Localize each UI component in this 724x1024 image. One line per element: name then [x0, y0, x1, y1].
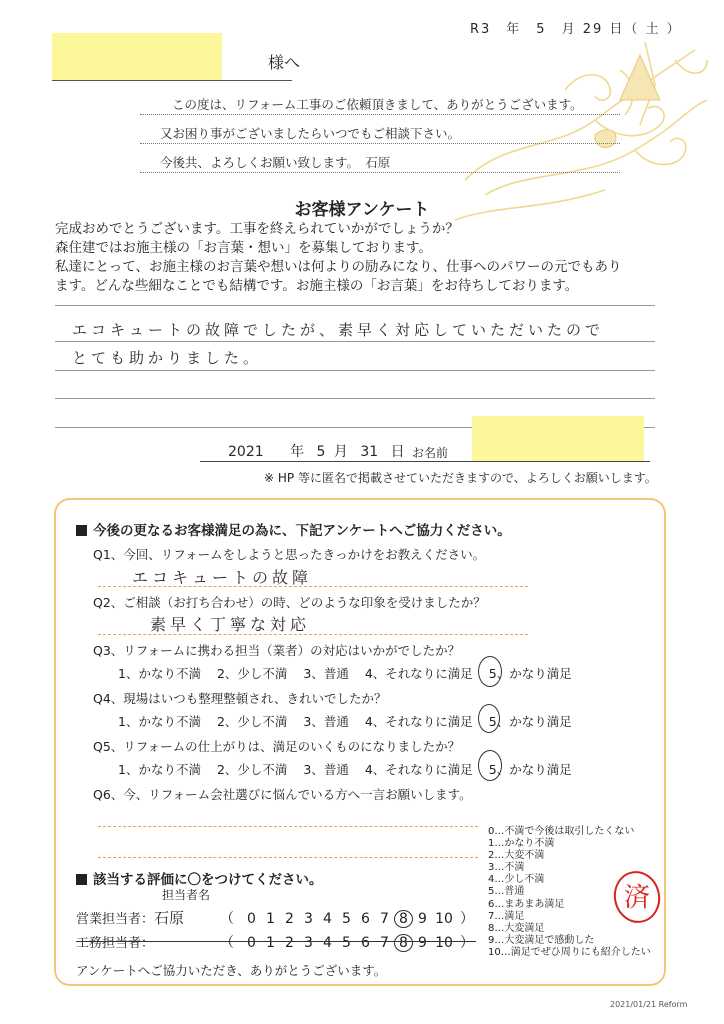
q5-option-3[interactable]: 3、普通 [303, 762, 349, 777]
q4-option-2[interactable]: 2、少し不満 [216, 714, 288, 729]
sales-name: 石原 [154, 909, 185, 927]
q2-text: Q2、ご相談（お打ち合わせ）の時、どのような印象を受けましたか？ [93, 595, 486, 610]
completed-stamp [610, 866, 664, 926]
legend-item: 10…満足でぜひ周りにも紹介したい [488, 946, 651, 958]
q5-option-5[interactable]: 5、かなり満足 [488, 762, 572, 777]
signature-name-redacted [472, 416, 644, 462]
message-line-2: 又お困り事がございましたらいつでもご相談下さい。 [160, 126, 461, 141]
comment-rule [55, 341, 655, 342]
q4-option-5[interactable]: 5、かなり満足 [488, 714, 572, 729]
q2-answer-line [98, 634, 528, 635]
square-bullet-icon [76, 525, 87, 536]
works-score-5[interactable]: 5 [342, 935, 351, 951]
hp-note: ※ HP 等に匿名で掲載させていただきますので、よろしくお願いします。 [264, 471, 657, 485]
sales-score-7[interactable]: 7 [380, 911, 389, 927]
legend-item: 8…大変満足 [488, 922, 545, 934]
signature-name-label: お名前 [412, 446, 449, 460]
square-bullet-icon [76, 874, 87, 885]
q5-selected-circle [478, 750, 502, 781]
q3-option-1[interactable]: 1、かなり不満 [118, 666, 201, 681]
sales-score-10[interactable]: 10 [435, 911, 453, 927]
legend-item: 1…かなり不満 [488, 838, 555, 850]
signature-underline [200, 461, 650, 462]
q4-option-4[interactable]: 4、それなりに満足 [364, 714, 473, 729]
customer-name-redacted [52, 33, 222, 81]
q3-text: Q3、リフォームに携わる担当（業者）の対応はいかがでしたか？ [93, 643, 461, 658]
legend-item: 6…まあまあ満足 [488, 898, 565, 910]
footer-thanks: アンケートへご協力いただき、ありがとうございます。 [76, 963, 387, 978]
comment-line-2: とても助かりました。 [72, 349, 263, 367]
q5-text: Q5、リフォームの仕上がりは、満足のいくものになりましたか？ [93, 739, 461, 754]
sales-scale [242, 911, 456, 927]
q6-text: Q6、今、リフォーム会社選びに悩んでいる方へ一言お願いします。 [93, 787, 472, 802]
questionnaire-heading-text: 今後の更なるお客様満足の為に、下記アンケートへご協力ください。 [93, 523, 511, 539]
evaluation-heading-text: 該当する評価に〇をつけてください。 [93, 872, 323, 888]
q5-option-1[interactable]: 1、かなり不満 [118, 762, 201, 777]
legend-item: 4…少し不満 [488, 874, 545, 886]
works-score-7[interactable]: 7 [380, 935, 389, 951]
works-score-10[interactable]: 10 [435, 935, 453, 951]
staff-name-label: 担当者名 [162, 888, 211, 902]
sales-score-5[interactable]: 5 [342, 911, 351, 927]
order-date: R3 年 5 月 29 日（ 土 ） [470, 22, 682, 37]
month-unit: 月 [333, 444, 348, 460]
document-id: 2021/01/21 Reform [610, 1000, 688, 1009]
q3-options [118, 664, 572, 682]
q3-option-2[interactable]: 2、少し不満 [216, 666, 288, 681]
q4-options [118, 712, 572, 730]
signature-day: 31 [360, 444, 379, 460]
comment-rule [55, 398, 655, 399]
works-score-2[interactable]: 2 [285, 935, 294, 951]
message-line-3: 今後共、よろしくお願い致します。 石原 [160, 155, 391, 170]
survey-title: お客様アンケート [294, 200, 430, 220]
survey-intro [55, 220, 675, 296]
q2-answer: 素早く丁寧な対応 [150, 615, 311, 634]
legend-item: 7…満足 [488, 910, 525, 922]
sales-eval-row: 営業担当者：石原 （ 0 1 2 3 4 5 6 7 8 9 10 ） [76, 909, 475, 927]
intro-line: 私達にとって、お施主様のお言葉や想いは何よりの励みになり、仕事へのパワーの元でもあり [55, 259, 622, 275]
message-underline-2 [140, 143, 620, 144]
sales-score-9[interactable]: 9 [418, 911, 427, 927]
legend-item: 5…普通 [488, 886, 525, 898]
signature-month: 5 [316, 444, 326, 460]
sales-score-3[interactable]: 3 [304, 911, 313, 927]
q1-text: Q1、今回、リフォームをしようと思ったきっかけをお教えください。 [93, 547, 486, 562]
stamp-text: 済 [623, 883, 651, 913]
works-strikethrough [76, 941, 476, 942]
addressee-suffix: 様へ [268, 53, 301, 72]
sales-score-2[interactable]: 2 [285, 911, 294, 927]
sales-score-6[interactable]: 6 [361, 911, 370, 927]
signature-year: 2021 [228, 444, 264, 460]
intro-line: 森住建ではお施主様の「お言葉・想い」を募集しております。 [55, 240, 432, 256]
evaluation-heading [76, 868, 323, 888]
sales-score-4[interactable]: 4 [323, 911, 332, 927]
q4-text: Q4、現場はいつも整理整頓され、きれいでしたか？ [93, 691, 387, 706]
q4-option-3[interactable]: 3、普通 [303, 714, 349, 729]
sales-score-1[interactable]: 1 [266, 911, 275, 927]
legend-item: 3…不満 [488, 862, 525, 874]
q1-answer: エコキュートの故障 [132, 568, 313, 587]
message-underline-1 [140, 114, 620, 115]
year-unit: 年 [290, 444, 305, 460]
message-line-1: この度は、リフォーム工事のご依頼頂きまして、ありがとうございます。 [172, 97, 583, 112]
q5-options [118, 760, 572, 778]
works-score-1[interactable]: 1 [266, 935, 275, 951]
name-underline [52, 80, 292, 81]
q6-answer-line [98, 826, 478, 827]
q6-answer-line [98, 857, 478, 858]
q3-selected-circle [478, 656, 502, 687]
q1-answer-line [98, 586, 528, 587]
works-score-9[interactable]: 9 [418, 935, 427, 951]
works-score-3[interactable]: 3 [304, 935, 313, 951]
works-label: 工務担当者： [76, 936, 155, 951]
works-score-6[interactable]: 6 [361, 935, 370, 951]
q4-selected-circle [478, 704, 500, 733]
q5-option-4[interactable]: 4、それなりに満足 [364, 762, 473, 777]
works-score-8[interactable]: 8 [394, 934, 413, 952]
q4-option-1[interactable]: 1、かなり不満 [118, 714, 201, 729]
q5-option-2[interactable]: 2、少し不満 [216, 762, 288, 777]
q3-option-3[interactable]: 3、普通 [303, 666, 349, 681]
works-scale [242, 935, 456, 951]
sales-label: 営業担当者： [76, 912, 155, 927]
intro-line: ます。どんな些細なことでも結構です。お施主様の「お言葉」をお待ちしております。 [55, 278, 579, 294]
message-underline-3 [140, 172, 620, 173]
comment-rule [55, 305, 655, 306]
legend-item: 9…大変満足で感動した [488, 934, 595, 946]
works-eval-row: 工務担当者： （ 0 1 2 3 4 5 6 7 8 9 10 ） [76, 935, 475, 951]
legend-item: 0…不満で今後は取引したくない [488, 826, 635, 837]
comment-line-1: エコキュートの故障でしたが、素早く対応していただいたので [72, 321, 605, 339]
comment-rule [55, 370, 655, 371]
signature-date [228, 441, 405, 461]
works-score-0[interactable]: 0 [247, 935, 256, 951]
q3-option-5[interactable]: 5、かなり満足 [488, 666, 572, 681]
q3-option-4[interactable]: 4、それなりに満足 [364, 666, 473, 681]
sales-score-8[interactable]: 8 [394, 910, 413, 928]
day-unit: 日 [390, 444, 405, 460]
sales-score-0[interactable]: 0 [247, 911, 256, 927]
legend-item: 2…大変不満 [488, 850, 545, 862]
intro-line: 完成おめでとうございます。工事を終えられていかがでしょうか？ [55, 221, 459, 237]
questionnaire-heading [76, 519, 511, 539]
works-score-4[interactable]: 4 [323, 935, 332, 951]
